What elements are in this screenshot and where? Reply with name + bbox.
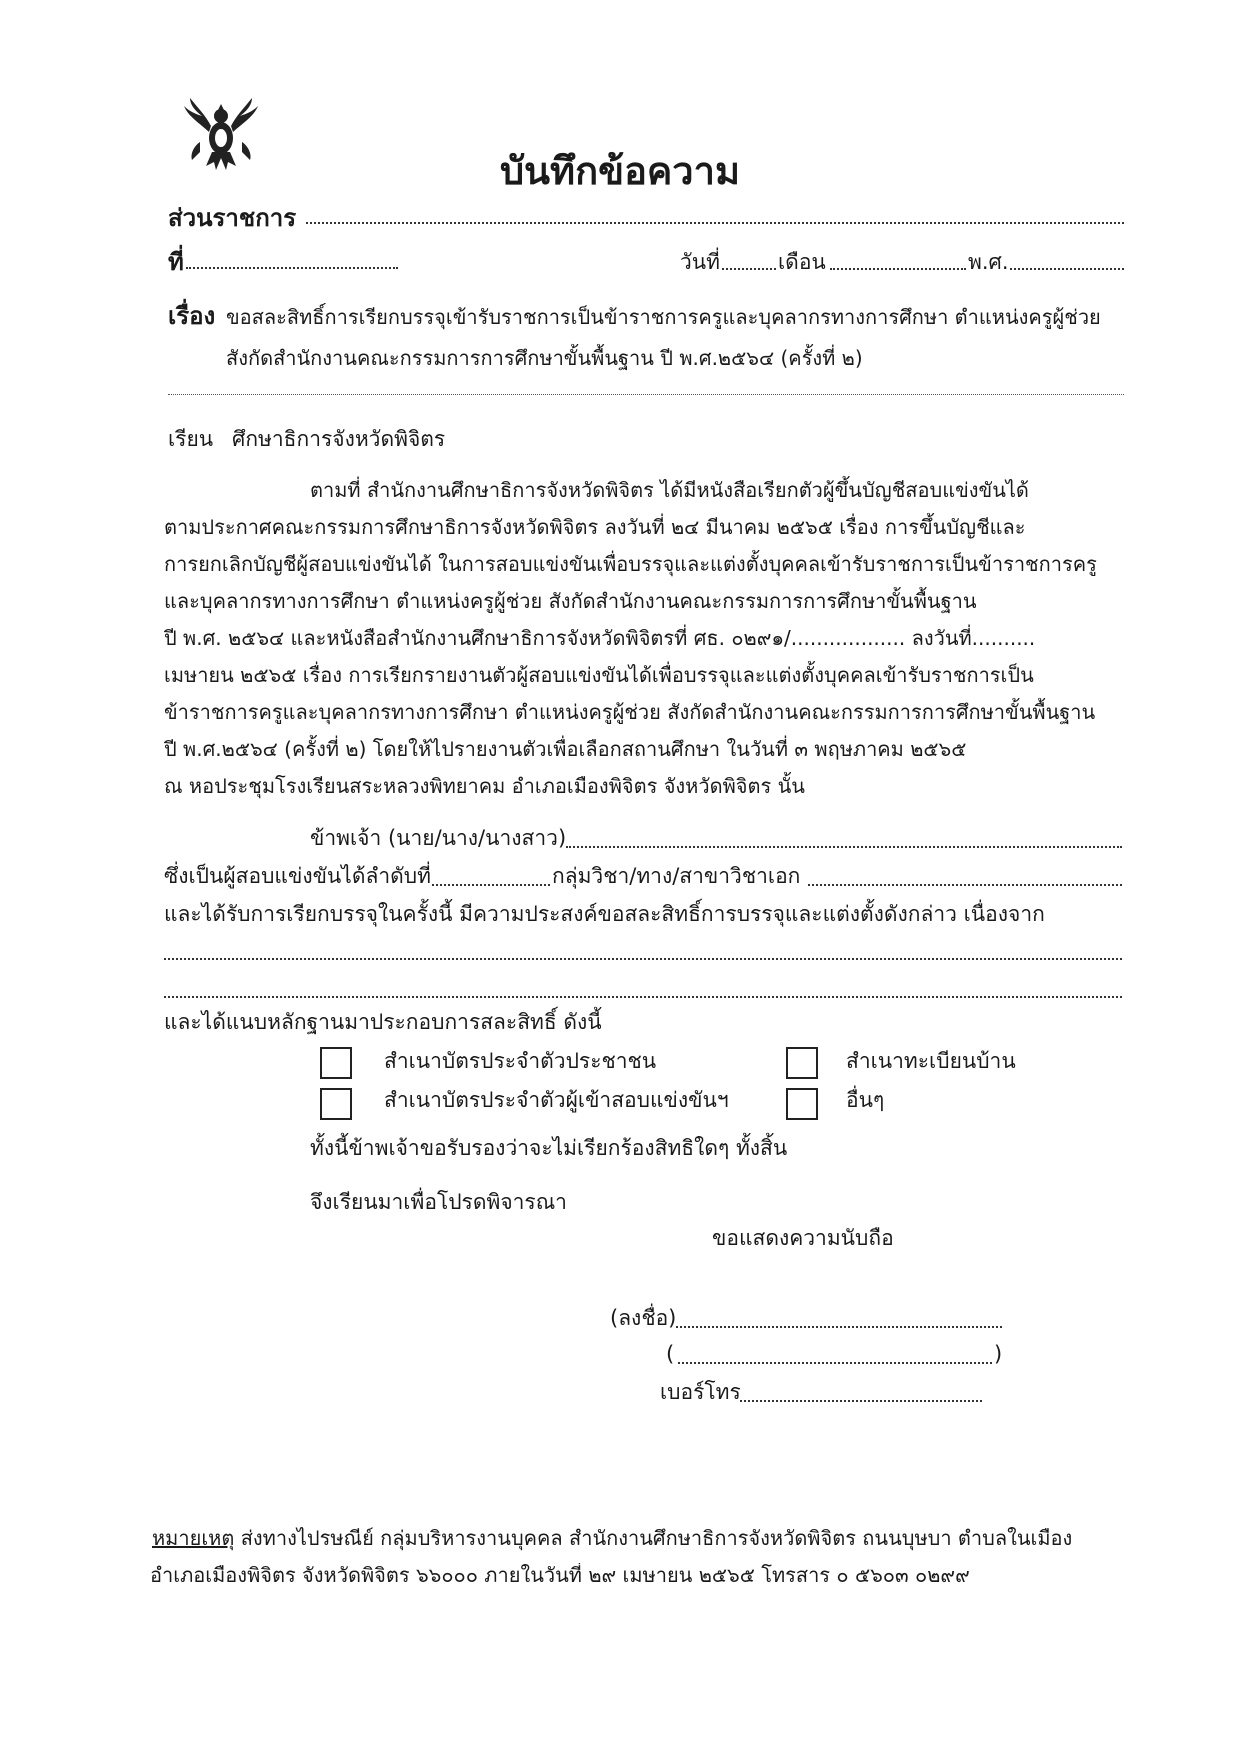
request-statement: จึงเรียนมาเพื่อโปรดพิจารณา: [310, 1190, 567, 1214]
regards-text: ขอแสดงความนับถือ: [712, 1226, 894, 1250]
body-line-1: ตามที่ สำนักงานศึกษาธิการจังหวัดพิจิตร ได้มีหนังสือเรียกตัวผู้ขึ้นบัญชีสอบแข่งขันได้: [310, 478, 1029, 502]
signature-field[interactable]: [676, 1326, 1002, 1328]
footnote-line-2: อำเภอเมืองพิจิตร จังหวัดพิจิตร ๖๖๐๐๐ ภายในวันที่ ๒๙ เมษายน ๒๕๖๕ โทรสาร ๐ ๕๖๐๓ ๐๒๙๙: [150, 1563, 970, 1587]
footnote-line-2-clip: [150, 1563, 1130, 1587]
footnote-label: หมายเหตุ: [152, 1526, 235, 1550]
other-attachment-label: อื่นๆ: [846, 1088, 885, 1112]
body-line-5: ปี พ.ศ. ๒๕๖๔ และหนังสือสำนักงานศึกษาธิการจังหวัดพิจิตรที่ ศธ. ๐๒๙๑/.................. ลงวันที่..........: [164, 626, 1036, 650]
printed-name-field[interactable]: [678, 1362, 992, 1364]
agency-field[interactable]: [306, 222, 1124, 224]
subject-group-field[interactable]: [808, 884, 1122, 886]
body-line-6: เมษายน ๒๕๖๕ เรื่อง การเรียกรายงานตัวผู้สอบแข่งขันได้เพื่อบรรจุและแต่งตั้งบุคคลเข้ารับราชการเป็น: [164, 663, 1034, 687]
year-field[interactable]: [1010, 268, 1124, 270]
month-label: เดือน: [778, 250, 826, 274]
salutation-label: เรียน: [168, 427, 214, 451]
salutation-recipient: ศึกษาธิการจังหวัดพิจิตร: [232, 427, 446, 451]
id-card-copy-label: สำเนาบัตรประจำตัวประชาชน: [384, 1049, 657, 1073]
applicant-name-label: ข้าพเจ้า (นาย/นาง/นางสาว): [310, 826, 567, 850]
house-registration-checkbox[interactable]: [786, 1047, 818, 1079]
printed-name-open-paren: (: [666, 1342, 675, 1366]
day-field[interactable]: [722, 268, 776, 270]
printed-name-close-paren: ): [994, 1342, 1003, 1366]
rank-label: ซึ่งเป็นผู้สอบแข่งขันได้ลำดับที่: [164, 864, 431, 888]
id-card-copy-checkbox[interactable]: [320, 1047, 352, 1079]
phone-field[interactable]: [740, 1400, 982, 1402]
footnote-line-1: [152, 1526, 1072, 1550]
body-line-4: และบุคลากรทางการศึกษา ตำแหน่งครูผู้ช่วย สังกัดสำนักงานคณะกรรมการการศึกษาขั้นพื้นฐาน: [164, 589, 977, 613]
signature-label: (ลงชื่อ): [610, 1306, 677, 1330]
agency-label: ส่วนราชการ: [168, 204, 297, 232]
other-attachment-checkbox[interactable]: [786, 1088, 818, 1120]
reason-field-line-1[interactable]: [164, 958, 1122, 960]
applicant-name-field[interactable]: [566, 846, 1122, 848]
ref-label: ที่: [168, 248, 184, 276]
footnote-text-1: ส่งทางไปรษณีย์ กลุ่มบริหารงานบุคคล สำนักงานศึกษาธิการจังหวัดพิจิตร ถนนบุษบา ตำบลในเมือง: [240, 1526, 1073, 1550]
exam-card-copy-checkbox[interactable]: [320, 1088, 352, 1120]
body-line-2: ตามประกาศคณะกรรมการศึกษาธิการจังหวัดพิจิตร ลงวันที่ ๒๔ มีนาคม ๒๕๖๕ เรื่อง การขึ้นบัญชีและ: [164, 515, 1026, 539]
rank-field[interactable]: [432, 884, 550, 886]
evidence-intro: และได้แนบหลักฐานมาประกอบการสละสิทธิ์ ดังนี้: [164, 1010, 602, 1034]
year-label: พ.ศ.: [968, 250, 1009, 274]
body-line-8: ปี พ.ศ.๒๕๖๔ (ครั้งที่ ๒) โดยให้ไปรายงานตัวเพื่อเลือกสถานศึกษา ในวันที่ ๓ พฤษภาคม ๒๕๖๕: [164, 737, 967, 761]
header-divider: [168, 394, 1124, 395]
body-line-7: ข้าราชการครูและบุคลากรทางการศึกษา ตำแหน่งครูผู้ช่วย สังกัดสำนักงานคณะกรรมการการศึกษาขั้นพื้นฐาน: [164, 700, 1096, 724]
phone-label: เบอร์โทร: [660, 1380, 741, 1404]
subject-group-label: กลุ่มวิชา/ทาง/สาขาวิชาเอก: [552, 864, 801, 888]
reason-field-line-2[interactable]: [164, 996, 1122, 998]
house-registration-label: สำเนาทะเบียนบ้าน: [846, 1049, 1016, 1073]
date-label: วันที่: [680, 250, 720, 274]
document-title: บันทึกข้อความ: [499, 149, 741, 193]
subject-line-2: สังกัดสำนักงานคณะกรรมการการศึกษาขั้นพื้นฐาน ปี พ.ศ.๒๕๖๔ (ครั้งที่ ๒): [226, 346, 863, 370]
certify-statement: ทั้งนี้ข้าพเจ้าขอรับรองว่าจะไม่เรียกร้องสิทธิใดๆ ทั้งสิ้น: [310, 1136, 788, 1160]
body-line-9: ณ หอประชุมโรงเรียนสระหลวงพิทยาคม อำเภอเมืองพิจิตร จังหวัดพิจิตร นั้น: [164, 774, 805, 798]
reason-intro: และได้รับการเรียกบรรจุในครั้งนี้ มีความประสงค์ขอสละสิทธิ์การบรรจุและแต่งตั้งดังกล่าว เนื่องจาก: [164, 902, 1045, 926]
exam-card-copy-label: สำเนาบัตรประจำตัวผู้เข้าสอบแข่งขันฯ: [384, 1088, 729, 1112]
ref-field[interactable]: [186, 267, 398, 269]
month-field[interactable]: [830, 268, 966, 270]
body-line-3: การยกเลิกบัญชีผู้สอบแข่งขันได้ ในการสอบแข่งขันเพื่อบรรจุและแต่งตั้งบุคคลเข้ารับราชการเป็นข้าราชการครู: [164, 552, 1097, 576]
subject-label: เรื่อง: [168, 302, 216, 330]
subject-line-1: ขอสละสิทธิ์การเรียกบรรจุเข้ารับราชการเป็นข้าราชการครูและบุคลากรทางการศึกษา ตำแหน่งครูผู้ช่วย: [226, 305, 1101, 329]
